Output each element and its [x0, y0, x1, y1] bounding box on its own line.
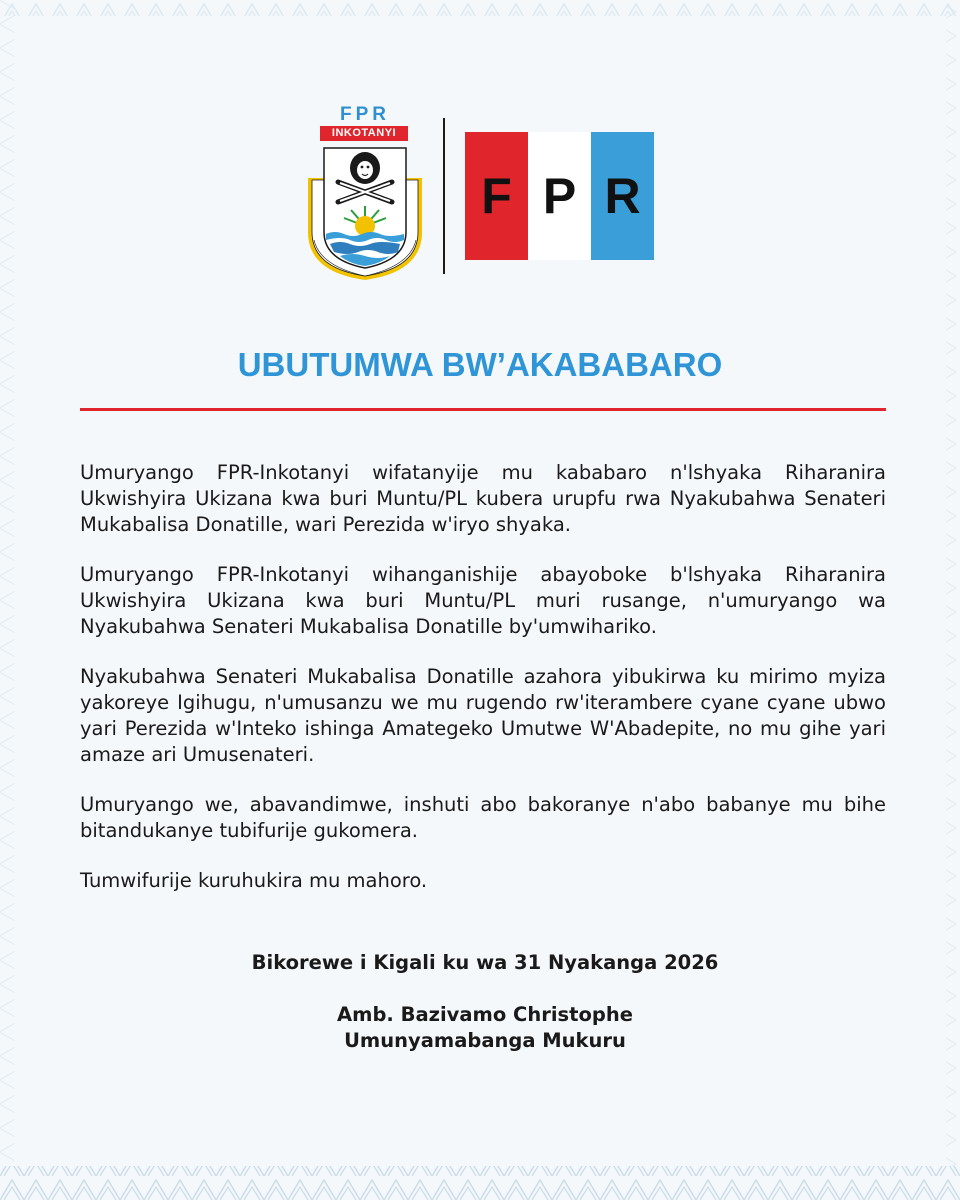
- lion-shield-icon: [300, 140, 430, 280]
- emblem-title: FPR: [340, 104, 390, 125]
- title-underline: [80, 408, 886, 411]
- emblem-subtitle: INKOTANYI: [320, 126, 408, 141]
- paragraph-2: Umuryango FPR-Inkotanyi wihanganishije abayoboke b'lshyaka Riharanira Ukwishyira Ukizana kwa buri Muntu/PL muri rusange, n'umuryango wa Nyakubahwa Senateri Mukabalisa Donatille by'umwihariko.: [80, 563, 886, 638]
- flag-band-f: F: [465, 132, 528, 260]
- logo-divider: [443, 118, 445, 274]
- paragraph-5: Tumwifurije kuruhukira mu mahoro.: [80, 869, 428, 892]
- fpr-emblem: [300, 100, 430, 280]
- flag-band-p: P: [528, 132, 591, 260]
- page-title: UBUTUMWA BW’AKABABARO: [237, 346, 723, 383]
- flag-band-r: R: [591, 132, 654, 260]
- header-logos: [300, 100, 660, 280]
- signoff: [0, 950, 960, 1054]
- paragraph-3: Nyakubahwa Senateri Mukabalisa Donatille azahora yibukirwa ku mirimo myiza yakoreye Igihugu, n'umusanzu we mu rugendo rw'iterambere cyane cyane ubwo yari Perezida w'Inteko ishinga Amategeko Umutwe W'Abadepite, no mu gihe yari amaze ari Umusenateri.: [80, 665, 886, 766]
- date-line: Bikorewe i Kigali ku wa 31 Nyakanga 2026: [251, 951, 719, 974]
- paragraph-4: Umuryango we, abavandimwe, inshuti abo bakoranye n'abo babanye mu bihe bitandukanye tubifurije gukomera.: [80, 793, 886, 842]
- paragraph-1: Umuryango FPR-Inkotanyi wifatanyije mu kababaro n'lshyaka Riharanira Ukwishyira Ukizana kwa buri Muntu/PL kubera urupfu rwa Nyakubahwa Senateri Mukabalisa Donatille, wari Perezida w'iryo shyaka.: [80, 461, 886, 536]
- signatory-name: Amb. Bazivamo Christophe: [337, 1003, 633, 1026]
- message-body: [80, 460, 886, 918]
- signatory-role: Umunyamabanga Mukuru: [344, 1029, 626, 1052]
- fpr-flag-logo: [465, 132, 654, 260]
